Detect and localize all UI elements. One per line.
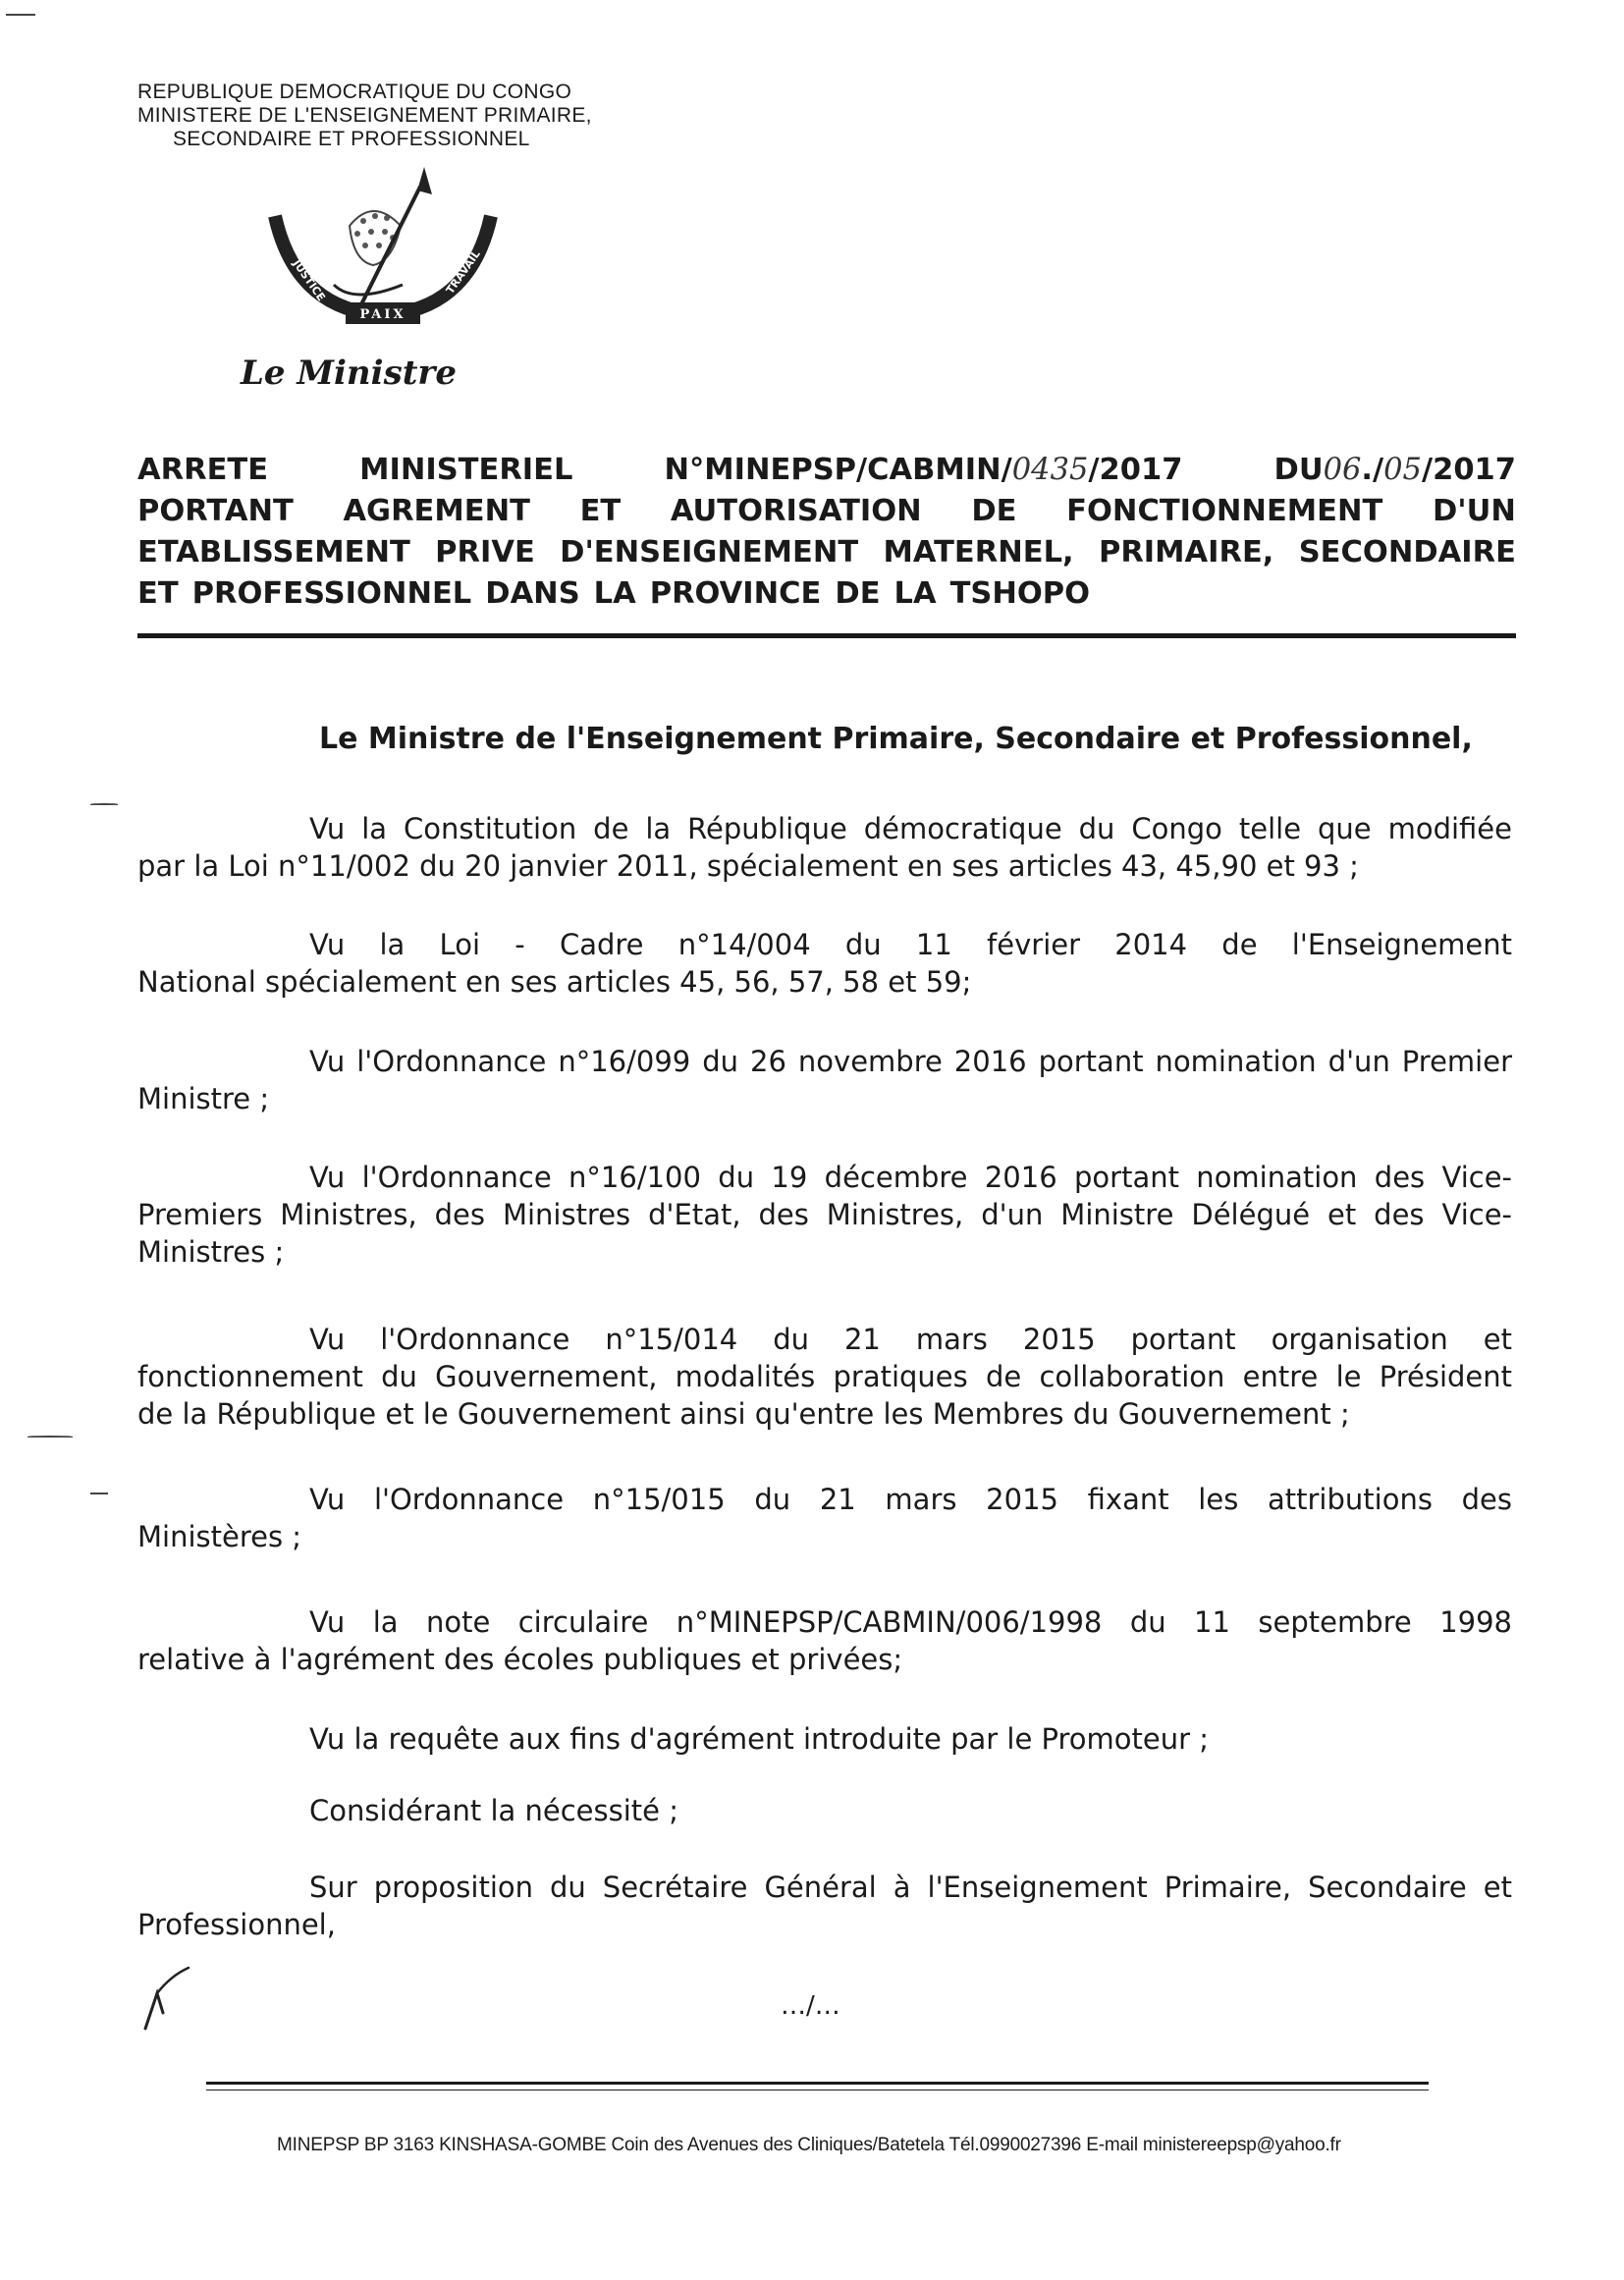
continuation-marker: …/…: [781, 1991, 840, 2021]
decree-date-separator: ./: [1361, 453, 1384, 487]
title-word: D'ENSEIGNEMENT: [560, 535, 859, 570]
paragraph-proposition: [137, 1869, 1512, 1943]
margin-mark: [6, 14, 35, 16]
ministry-name: MINISTERE DE L'ENSEIGNEMENT PRIMAIRE,: [137, 104, 592, 127]
paragraph-line: Ministre ;: [137, 1082, 270, 1115]
title-word: D'UN: [1432, 494, 1516, 528]
title-word: DANS: [485, 576, 580, 611]
decree-date-year: /2017: [1421, 453, 1516, 487]
paragraph-line: de la République et le Gouvernement ainsi qu'entre les Membres du Gouvernement ;: [137, 1397, 1350, 1431]
paragraph-line: National spécialement en ses articles 45, 56, 57, 58 et 59;: [137, 965, 972, 999]
paragraph-line: relative à l'agrément des écoles publiques et privées;: [137, 1643, 903, 1676]
paragraph-requete: Vu la requête aux fins d'agrément introduite par le Promoteur ;: [309, 1722, 1210, 1756]
title-line-1: [137, 450, 1516, 491]
letterhead: [137, 81, 727, 151]
title-word: PROVINCE: [649, 576, 822, 611]
paragraph-line: Vu l'Ordonnance n°16/100 du 19 décembre 2016 portant nomination des Vice-: [309, 1161, 1512, 1194]
paragraph-line: fonctionnement du Gouvernement, modalités pratiques de collaboration entre le Président: [137, 1360, 1512, 1393]
title-divider: [137, 633, 1516, 638]
title-word: PRIVE: [435, 535, 535, 570]
paragraph-ordonnance-ministres: [137, 1159, 1512, 1271]
title-line-2: [137, 491, 1516, 532]
title-word: ET: [579, 494, 622, 528]
coat-of-arms-emblem: [255, 167, 511, 344]
paragraph-ordonnance-attributions: [137, 1481, 1512, 1555]
paragraph-considerant: Considérant la nécessité ;: [309, 1794, 678, 1827]
title-word: PRIMAIRE,: [1098, 535, 1274, 570]
paragraph-line: Vu la Constitution de la République démocratique du Congo telle que modifiée: [309, 812, 1512, 845]
title-word: LA: [893, 576, 937, 611]
handwritten-initial: [137, 1964, 196, 2033]
country-name: REPUBLIQUE DEMOCRATIQUE DU CONGO: [137, 81, 572, 103]
paragraph-line: Vu l'Ordonnance n°15/015 du 21 mars 2015 fixant les attributions des: [309, 1483, 1512, 1516]
ministry-name-cont: SECONDAIRE ET PROFESSIONNEL: [173, 128, 530, 150]
paragraph-line: Vu l'Ordonnance n°15/014 du 21 mars 2015 portant organisation et: [309, 1323, 1512, 1356]
footer-divider: [206, 2082, 1429, 2085]
emblem-left-motto: JUSTICE: [290, 257, 328, 304]
title-word: DE: [835, 576, 881, 611]
paragraph-line: par la Loi n°11/002 du 20 janvier 2011, spécialement en ses articles 43, 45,90 et 93 ;: [137, 849, 1359, 883]
decree-number-year: /2017: [1088, 453, 1183, 487]
title-word: PORTANT: [137, 494, 294, 528]
handwritten-decree-number: 0435: [1011, 453, 1089, 487]
margin-mark: [90, 803, 118, 805]
paragraph-line: Vu la Loi - Cadre n°14/004 du 11 février 2014 de l'Enseignement: [309, 928, 1512, 961]
emblem-banner-text: PAIX: [359, 307, 406, 322]
title-word: DE: [971, 494, 1017, 528]
decree-number: [665, 450, 1183, 491]
title-word: ARRETE: [137, 453, 269, 487]
paragraph-note-circulaire: [137, 1603, 1512, 1678]
title-word: ETABLISSEMENT: [137, 535, 410, 570]
title-word: ET: [137, 576, 179, 611]
paragraph-line: Vu la note circulaire n°MINEPSP/CABMIN/006/1998 du 11 septembre 1998: [309, 1605, 1512, 1639]
title-word: PROFESSIONNEL: [191, 576, 472, 611]
paragraph-loi-cadre: [137, 926, 1512, 1001]
handwritten-day: 06: [1323, 453, 1362, 487]
margin-mark: [27, 1436, 73, 1438]
title-word: MATERNEL,: [883, 535, 1074, 570]
paragraph-line: Sur proposition du Secrétaire Général à l'Enseignement Primaire, Secondaire et: [309, 1871, 1512, 1904]
paragraph-ordonnance-organisation: [137, 1321, 1512, 1433]
title-word: AGREMENT: [343, 494, 530, 528]
title-word: TSHOPO: [949, 576, 1091, 611]
title-word: FONCTIONNEMENT: [1066, 494, 1383, 528]
paragraph-line: Ministres ;: [137, 1235, 285, 1269]
footer-contact: MINEPSP BP 3163 KINSHASA-GOMBE Coin des Avenues des Cliniques/Batetela Tél.0990027396 E-mail ministereepsp@yahoo.fr: [277, 2135, 1341, 2155]
paragraph-line: Ministères ;: [137, 1520, 302, 1553]
paragraph-line: Premiers Ministres, des Ministres d'Etat, des Ministres, d'un Ministre Délégué et des Vice-: [137, 1198, 1512, 1231]
decree-date: [1274, 450, 1516, 491]
paragraph-ordonnance-premier-ministre: [137, 1043, 1512, 1117]
minister-label: Le Ministre: [241, 353, 457, 393]
title-word: LA: [593, 576, 636, 611]
paragraph-constitution: [137, 810, 1512, 885]
title-word: SECONDAIRE: [1298, 535, 1516, 570]
paragraph-line: Professionnel,: [137, 1908, 336, 1941]
paragraph-line: Vu l'Ordonnance n°16/099 du 26 novembre 2016 portant nomination d'un Premier: [309, 1045, 1512, 1078]
handwritten-month: 05: [1383, 453, 1422, 487]
decree-date-prefix: DU: [1273, 453, 1324, 487]
emblem-right-motto: TRAVAIL: [443, 247, 483, 297]
title-word: MINISTERIEL: [359, 453, 573, 487]
preamble-heading: Le Ministre de l'Enseignement Primaire, Secondaire et Professionnel,: [319, 722, 1473, 756]
title-word: AUTORISATION: [670, 494, 922, 528]
decree-title: [137, 450, 1516, 615]
title-line-3: [137, 532, 1516, 573]
decree-number-prefix: N°MINEPSP/CABMIN/: [664, 453, 1012, 487]
title-line-4: [137, 573, 1516, 615]
margin-mark: [90, 1493, 108, 1494]
